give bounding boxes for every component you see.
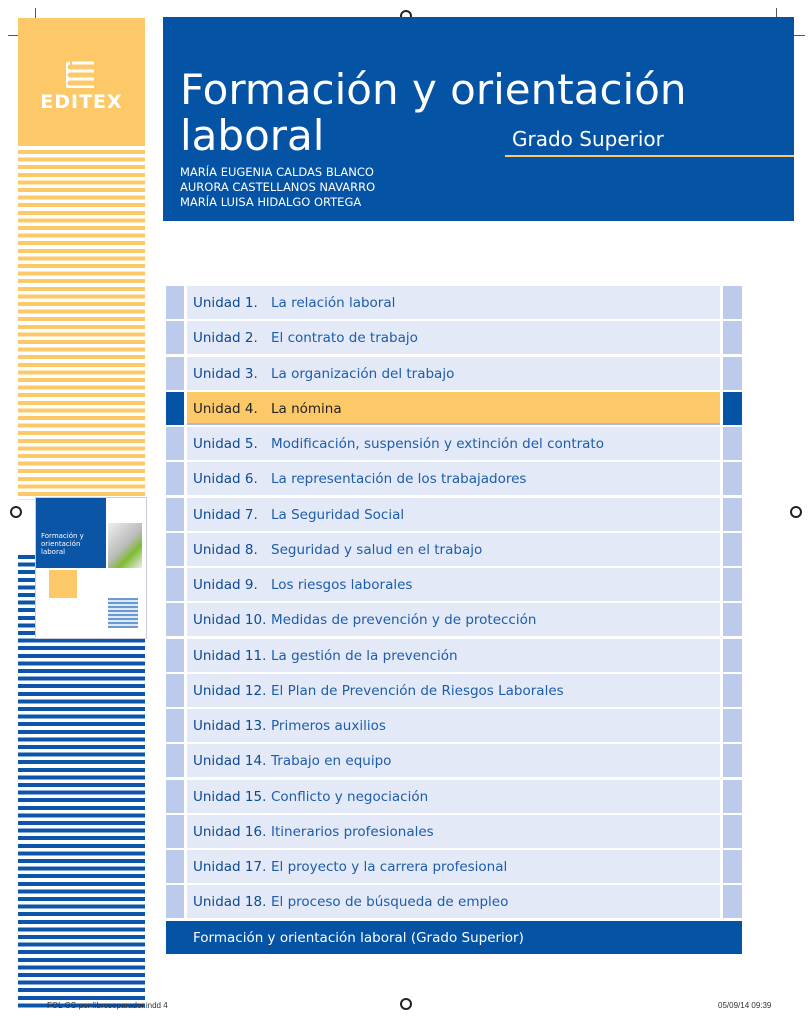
- row-tab: [723, 462, 742, 495]
- unit-row: [166, 850, 742, 883]
- footer-bar-label: Formación y orientación laboral (Grado Superior): [193, 930, 524, 946]
- row-body: [187, 568, 720, 601]
- row-tab: [166, 850, 184, 883]
- row-tab: [723, 568, 742, 601]
- author: MARÍA EUGENIA CALDAS BLANCO: [180, 165, 374, 179]
- unit-row: [166, 639, 742, 672]
- row-tab: [723, 674, 742, 707]
- row-body: [187, 709, 720, 742]
- cover-maze-image: [108, 523, 142, 568]
- row-body: [187, 286, 720, 319]
- cover-thumbnail-title: Formación y orientación laboral: [41, 532, 84, 556]
- unit-number: Unidad 10.: [193, 612, 267, 629]
- unit-number: Unidad 1.: [193, 295, 258, 311]
- print-date: 05/09/14 09:39: [718, 1001, 772, 1010]
- publisher-logo: [18, 18, 145, 146]
- row-body: [187, 780, 720, 813]
- unit-row: [166, 498, 742, 531]
- unit-number: Unidad 7.: [193, 506, 258, 523]
- row-body: [187, 815, 720, 848]
- unit-number: Unidad 13.: [193, 718, 267, 734]
- row-tab: [166, 357, 184, 390]
- unit-row: [166, 815, 742, 848]
- row-tab: [723, 357, 742, 390]
- row-tab: [723, 780, 742, 813]
- row-tab: [166, 533, 184, 566]
- row-tab: [166, 286, 184, 319]
- unit-number: Unidad 15.: [193, 788, 267, 805]
- unit-number: Unidad 2.: [193, 330, 258, 347]
- row-tab: [723, 639, 742, 672]
- row-tab: [166, 709, 184, 742]
- row-tab: [166, 498, 184, 531]
- unit-title: Medidas de prevención y de protección: [271, 612, 537, 629]
- unit-title: Seguridad y salud en el trabajo: [271, 541, 483, 558]
- unit-row: [166, 321, 742, 354]
- unit-row: [166, 533, 742, 566]
- unit-number: Unidad 18.: [193, 894, 267, 911]
- level-label: Grado Superior: [512, 127, 664, 151]
- row-tab: [166, 674, 184, 707]
- row-tab: [166, 392, 184, 425]
- row-tab: [723, 850, 742, 883]
- row-tab: [166, 780, 184, 813]
- unit-title: Modificación, suspensión y extinción del contrato: [271, 436, 604, 452]
- unit-title: La gestión de la prevención: [271, 647, 458, 664]
- row-tab: [166, 885, 184, 918]
- cover-stripes: [108, 598, 138, 628]
- unit-title: La relación laboral: [271, 295, 396, 311]
- registration-mark-icon: [790, 506, 802, 518]
- row-tab: [723, 815, 742, 848]
- row-body: [187, 321, 720, 354]
- unit-title: Conflicto y negociación: [271, 788, 429, 805]
- unit-row: [166, 462, 742, 495]
- row-tab: [723, 709, 742, 742]
- unit-title: La organización del trabajo: [271, 365, 455, 382]
- unit-title: Trabajo en equipo: [271, 753, 392, 770]
- row-tab: [723, 392, 742, 425]
- cover-yellow-block: [49, 570, 77, 598]
- unit-number: Unidad 14.: [193, 753, 267, 770]
- row-tab: [166, 815, 184, 848]
- unit-number: Unidad 8.: [193, 541, 258, 558]
- authors: [180, 165, 375, 210]
- unit-row: [166, 286, 742, 319]
- title-header: [163, 17, 794, 221]
- registration-mark-icon: [400, 998, 412, 1010]
- unit-row: [166, 427, 742, 460]
- unit-number: Unidad 12.: [193, 682, 267, 699]
- row-tab: [166, 603, 184, 636]
- unit-number: Unidad 11.: [193, 647, 267, 664]
- row-body: [187, 392, 720, 425]
- row-tab: [166, 427, 184, 460]
- row-tab: [166, 568, 184, 601]
- unit-row: [166, 885, 742, 918]
- unit-row: [166, 392, 742, 425]
- row-tab: [723, 286, 742, 319]
- unit-title: El proceso de búsqueda de empleo: [271, 894, 509, 911]
- unit-title: La nómina: [271, 400, 342, 417]
- unit-title: El Plan de Prevención de Riesgos Laborales: [271, 682, 564, 699]
- row-tab: [723, 744, 742, 777]
- book-stack-icon: [66, 60, 98, 88]
- unit-number: Unidad 16.: [193, 823, 267, 840]
- unit-title: Los riesgos laborales: [271, 577, 413, 593]
- unit-title: Primeros auxilios: [271, 718, 386, 734]
- registration-mark-icon: [10, 506, 22, 518]
- row-tab: [723, 603, 742, 636]
- unit-title: El proyecto y la carrera profesional: [271, 859, 508, 875]
- unit-row: [166, 674, 742, 707]
- title-line: laboral: [180, 111, 325, 160]
- print-file-name: FOL GS-por-libroseparador.indd 4: [47, 1001, 168, 1010]
- unit-row: [166, 568, 742, 601]
- unit-number: Unidad 9.: [193, 577, 258, 593]
- row-tab: [166, 462, 184, 495]
- unit-row: [166, 603, 742, 636]
- author: MARÍA LUISA HIDALGO ORTEGA: [180, 195, 362, 209]
- row-tab: [723, 533, 742, 566]
- decorative-stripes: [18, 150, 145, 500]
- unit-number: Unidad 17.: [193, 859, 267, 875]
- row-tab: [166, 639, 184, 672]
- row-tab: [166, 744, 184, 777]
- unit-title: La Seguridad Social: [271, 506, 405, 523]
- unit-number: Unidad 6.: [193, 471, 258, 488]
- unit-row: [166, 709, 742, 742]
- unit-title: La representación de los trabajadores: [271, 471, 527, 488]
- unit-number: Unidad 4.: [193, 400, 258, 417]
- row-body: [187, 744, 720, 777]
- unit-number: Unidad 3.: [193, 365, 258, 382]
- author: AURORA CASTELLANOS NAVARRO: [180, 180, 376, 194]
- publisher-name: EDITEX: [40, 91, 123, 113]
- row-tab: [723, 321, 742, 354]
- row-tab: [723, 885, 742, 918]
- row-tab: [723, 427, 742, 460]
- row-body: [187, 498, 720, 531]
- unit-number: Unidad 5.: [193, 436, 258, 452]
- title-line: Formación y orientación: [180, 65, 687, 114]
- divider: [505, 155, 794, 157]
- unit-row: [166, 744, 742, 777]
- unit-row: [166, 357, 742, 390]
- unit-title: El contrato de trabajo: [271, 330, 418, 347]
- row-tab: [166, 321, 184, 354]
- unit-row: [166, 780, 742, 813]
- cover-thumbnail: [35, 497, 147, 639]
- footer-bar: [166, 921, 742, 954]
- unit-title: Itinerarios profesionales: [271, 823, 434, 840]
- row-tab: [723, 498, 742, 531]
